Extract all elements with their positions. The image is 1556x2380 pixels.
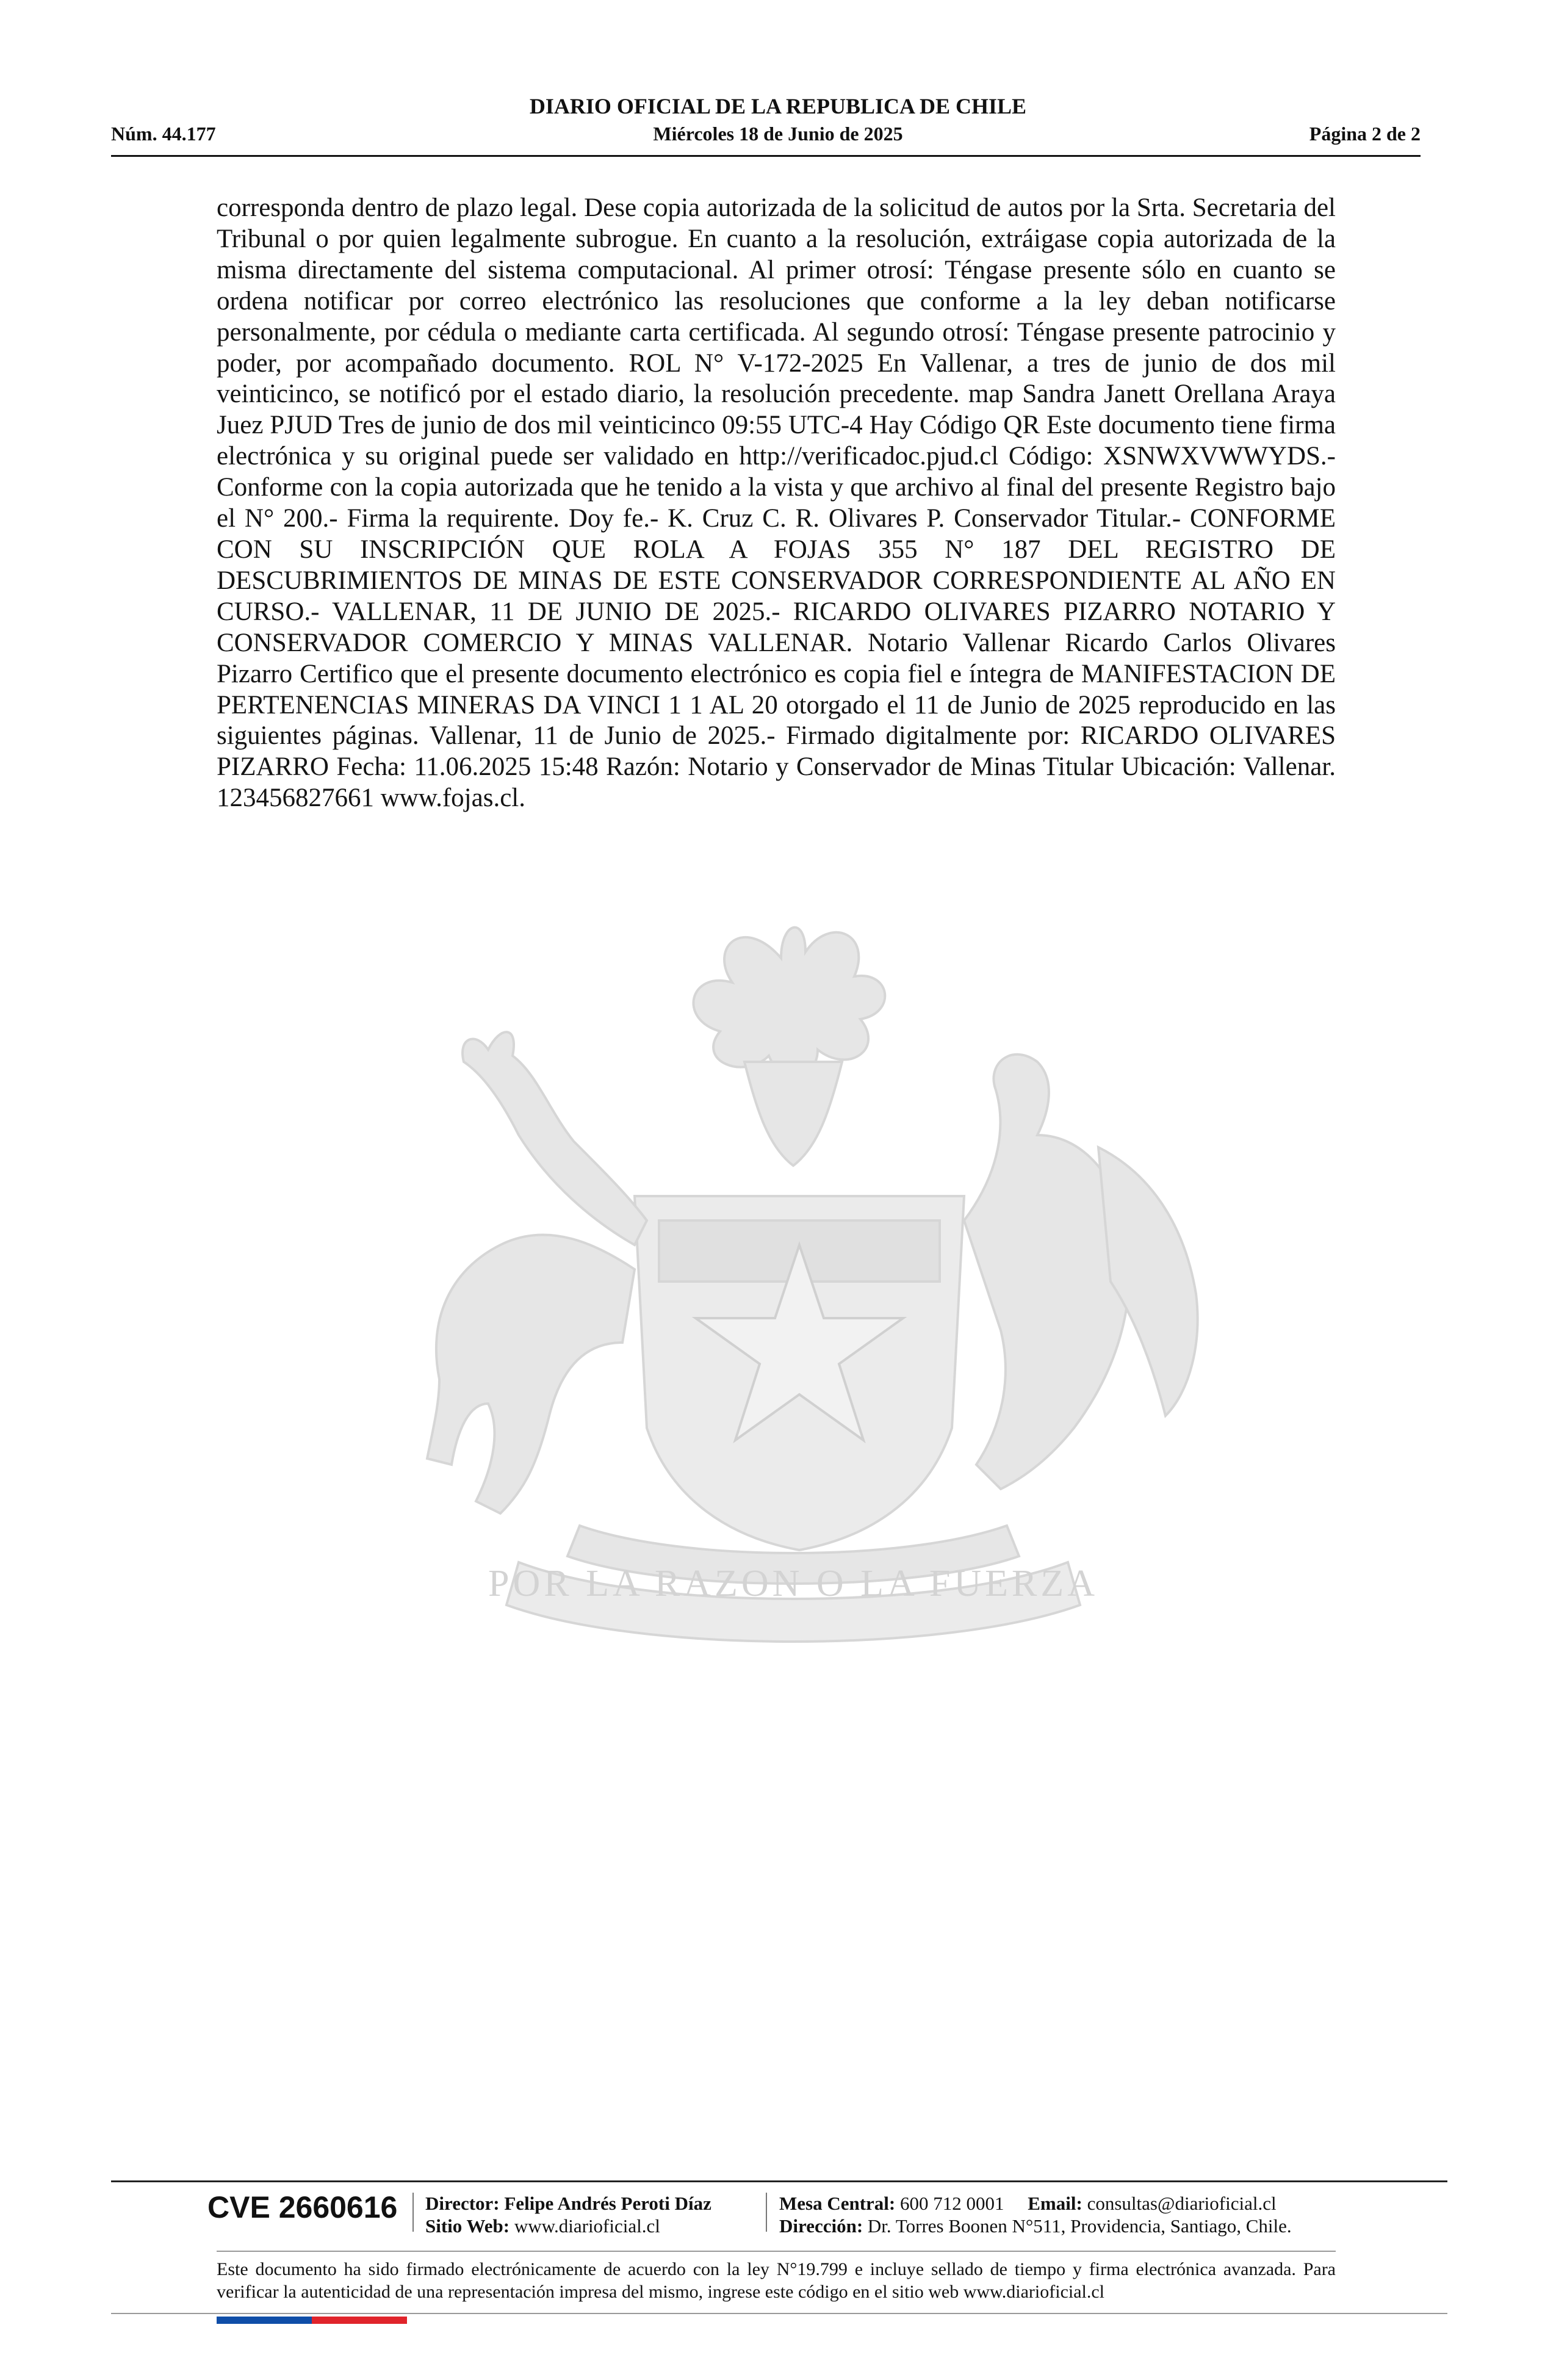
signature-notice: Este documento ha sido firmado electrónicamente de acuerdo con la ley N°19.799 e incluye sellado de tiempo y firma electrónica avanzada. Para verificar la autenticidad de una representación impresa del mismo, ingrese este código en el sitio web www.diarioficial.cl xyxy=(217,2259,1336,2302)
footer-contact-left xyxy=(425,2192,711,2237)
website-link[interactable]: www.diarioficial.cl xyxy=(514,2215,660,2237)
address-value: Dr. Torres Boonen N°511, Providencia, Santiago, Chile. xyxy=(867,2215,1292,2237)
footer-bottom-divider xyxy=(111,2313,1447,2314)
website-line xyxy=(425,2215,711,2237)
footer-separator xyxy=(412,2193,414,2232)
chile-coat-of-arms-icon xyxy=(317,879,1269,1697)
flag-color-bar xyxy=(217,2317,407,2324)
phone-email-line xyxy=(779,2192,1292,2215)
footer-contact-right xyxy=(779,2192,1292,2237)
page-indicator: Página 2 de 2 xyxy=(1309,123,1421,145)
flag-red-segment xyxy=(312,2317,407,2324)
director-line xyxy=(425,2192,711,2215)
footer-separator xyxy=(766,2193,767,2232)
email-link[interactable]: consultas@diarioficial.cl xyxy=(1087,2193,1277,2214)
flag-blue-segment xyxy=(217,2317,312,2324)
issue-date: Miércoles 18 de Junio de 2025 xyxy=(653,123,903,145)
director-name: Felipe Andrés Peroti Díaz xyxy=(504,2193,711,2214)
motto-text: POR LA RAZON O LA FUERZA xyxy=(488,1563,1099,1604)
website-label: Sitio Web: xyxy=(425,2215,510,2237)
cve-code: CVE 2660616 xyxy=(207,2190,398,2224)
footer-inner-divider xyxy=(217,2251,1336,2252)
address-line xyxy=(779,2215,1292,2237)
email-label: Email: xyxy=(1028,2193,1082,2214)
footer-divider xyxy=(111,2180,1447,2182)
document-body: corresponda dentro de plazo legal. Dese copia autorizada de la solicitud de autos por la Srta. Secretaria del Tribunal o por quien legalmente subrogue. En cuanto a la resolución, extráigase copia autorizada de la misma directamente del sistema computacional. Al primer otrosí: Téngase presente sólo en cuanto se ordena notificar por correo electrónico las resoluciones que conforme a la ley deban notificarse personalmente, por cédula o mediante carta certificada. Al segundo otrosí: Téngase presente patrocinio y poder, por acompañado documento. ROL N° V-172-2025 En Vallenar, a tres de junio de dos mil veinticinco, se notificó por el estado diario, la resolución precedente. map Sandra Janett Orellana Araya Juez PJUD Tres de junio de dos mil veinticinco 09:55 UTC-4 Hay Código QR Este documento tiene firma electrónica y su original puede ser validado en http://verificadoc.pjud.cl Código: XSNWXVWWYDS.- Conforme con la copia autorizada que he tenido a la vista y que archivo al final del presente Registro bajo el N° 200.- Firma la requirente. Doy fe.- K. Cruz C. R. Olivares P. Conservador Titular.- CONFORME CON SU INSCRIPCIÓN QUE ROLA A FOJAS 355 N° 187 DEL REGISTRO DE DESCUBRIMIENTOS DE MINAS DE ESTE CONSERVADOR CORRESPONDIENTE AL AÑO EN CURSO.- VALLENAR, 11 DE JUNIO DE 2025.- RICARDO OLIVARES PIZARRO NOTARIO Y CONSERVADOR COMERCIO Y MINAS VALLENAR. Notario Vallenar Ricardo Carlos Olivares Pizarro Certifico que el presente documento electrónico es copia fiel e íntegra de MANIFESTACION DE PERTENENCIAS MINERAS DA VINCI 1 1 AL 20 otorgado el 11 de Junio de 2025 reproducido en las siguientes páginas. Vallenar, 11 de Junio de 2025.- Firmado digitalmente por: RICARDO OLIVARES PIZARRO Fecha: 11.06.2025 15:48 Razón: Notario y Conservador de Minas Titular Ubicación: Vallenar. 123456827661 www.fojas.cl. xyxy=(217,193,1336,813)
address-label: Dirección: xyxy=(779,2215,863,2237)
newspaper-title: DIARIO OFICIAL DE LA REPUBLICA DE CHILE xyxy=(529,94,1027,118)
mesa-label: Mesa Central: xyxy=(779,2193,896,2214)
issue-number: Núm. 44.177 xyxy=(111,123,216,145)
mesa-value: 600 712 0001 xyxy=(900,2193,1004,2214)
director-label: Director: xyxy=(425,2193,500,2214)
header-divider xyxy=(111,155,1421,157)
